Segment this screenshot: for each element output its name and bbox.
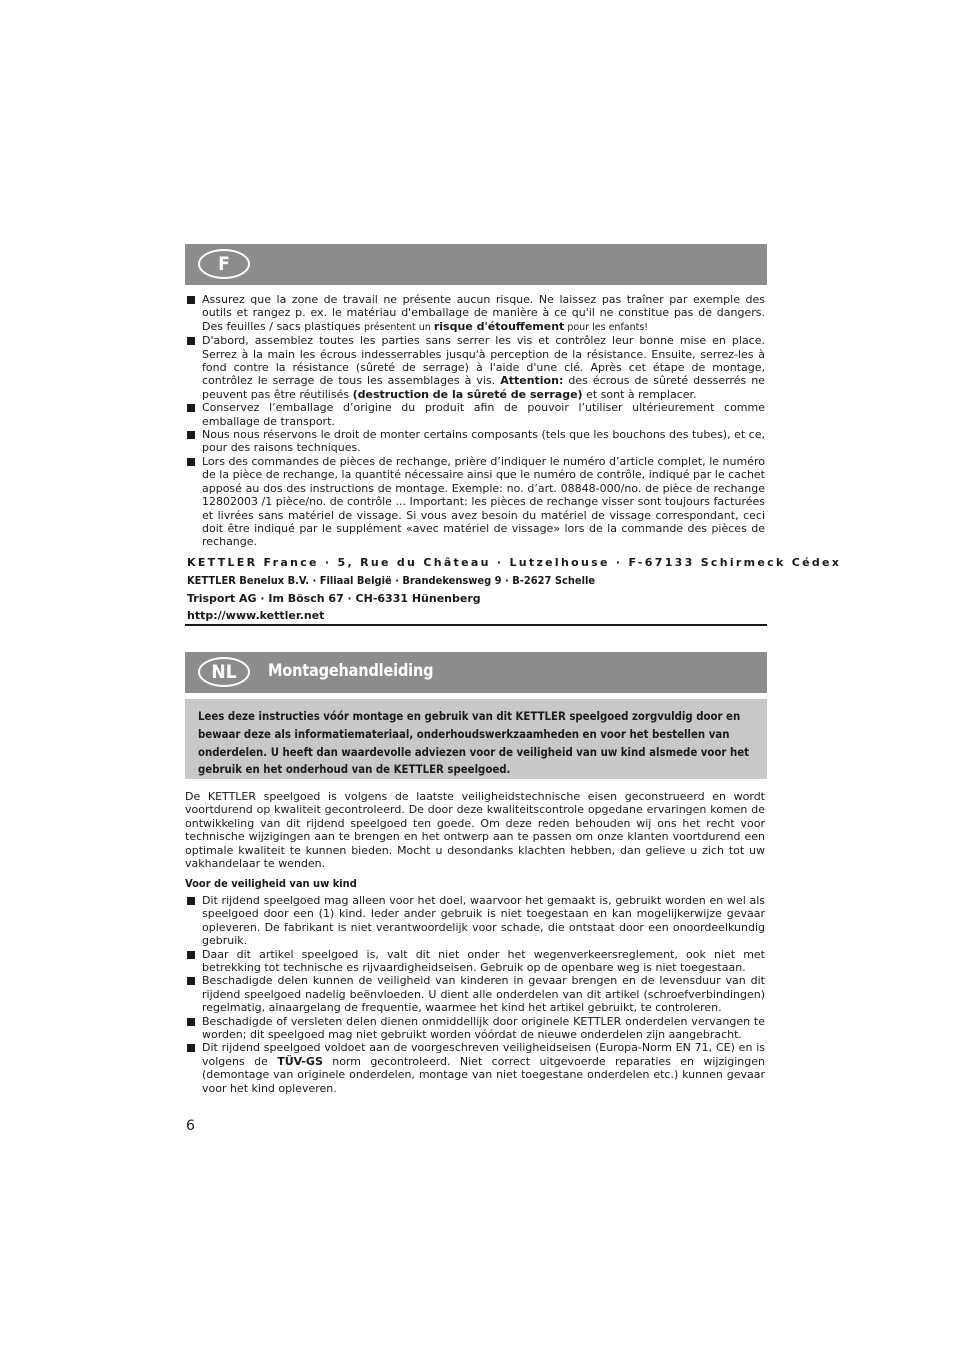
safety-heading: Voor de veiligheid van uw kind	[185, 877, 357, 890]
bullet-text: D'abord, assemblez toutes les parties sans serrer les vis et contrôlez leur bonne mise en place. Serrez à la main les écrous indesserrables jusqu'à perception de la résistance. Ensuite, serrez-les à fond contre la résistance (sûreté de serrage) à l'aide d'une clé. Après cet étape de montage, contrôlez le serrage de tous les assemblages à vis.	[202, 334, 765, 388]
list-item	[185, 894, 765, 948]
bullet-emphasis: Attention:	[500, 374, 564, 388]
safety-list-nl	[185, 894, 765, 1095]
language-badge-nl: NL	[198, 657, 250, 687]
bullet-emphasis: TÜV-GS	[277, 1054, 323, 1068]
bullet-text: norm gecontroleerd. Niet correct uitgevoerde reparaties en wijzigingen (demontage van originele onderdelen, montage van niet toegestane onderdelen etc.) kunnen gevaar voor het kind opleveren.	[202, 1054, 765, 1095]
list-item	[185, 401, 765, 428]
bullet-text: Daar dit artikel speelgoed is, valt dit niet onder het wegenverkeersreglement, ook niet met betrekking tot technische es rijvaardigheidseisen. Gebruik op de openbare weg is niet toegestaan.	[202, 947, 765, 975]
bullet-emphasis: (destruction de la sûreté de serrage)	[352, 387, 583, 401]
list-item	[185, 293, 765, 334]
address-france: KETTLER France · 5, Rue du Château · Lutzelhouse · F-67133 Schirmeck Cédex	[187, 556, 842, 569]
notice-text: Lees deze instructies vóór montage en gebruik van dit KETTLER speelgoed zorgvuldig door en bewaar deze als informatiemateriaal, onderhoudswerkzaamheden en voor het bestellen van onderdelen. U heeft dan waardevolle adviezen voor de veiligheid van uw kind alsmede voor het gebruik en het onderhoud van de KETTLER speelgoed.	[198, 710, 750, 777]
intro-paragraph: De KETTLER speelgoed is volgens de laatste veiligheidstechnische eisen geconstrueerd en wordt voortdurend op kwaliteit gecontroleerd. De door deze kwaliteitscontrole opgedane ervaringen komen de ontwikkeling van dit rijdend speelgoed ten goede. Om deze reden behouden wij ons het recht voor technische wijzigingen aan te brengen en het ontwerp aan te passen om onze klanten voortdurend een optimale kwaliteit te kunnen bieden. Mocht u desondanks klachten hebben, dan gelieve u zich tot uw vakhandelaar te wenden.	[185, 790, 765, 871]
list-item	[185, 334, 765, 401]
list-item	[185, 974, 765, 1014]
bullet-text: Lors des commandes de pièces de rechange, prière d’indiquer le numéro d’article complet, le numéro de la pièce de rechange, la quantité nécessaire ainsi que le numéro de contrôle, indiqué par le cachet apposé au dos des instructions de montage. Exemple: no. d’art. 08848-000/no. de pièce de rechange 12802003 /1 pièce/no. de contrôle ... Important: les pièces de rechange visser sont toujours facturées et livrées sans matériel de vissage. Si vous avez besoin du matériel de vissage correspondant, ceci doit être indiqué par le supplément «avec matériel de vissage» lors de la commande des pièces de rechange.	[202, 454, 765, 549]
list-item	[185, 1015, 765, 1042]
instructions-fr	[185, 293, 765, 549]
page-number: 6	[186, 1118, 195, 1134]
website-link[interactable]: http://www.kettler.net	[187, 609, 325, 622]
section-title: Montagehandleiding	[268, 661, 434, 680]
address-switzerland: Trisport AG · Im Bösch 67 · CH-6331 Hünenberg	[187, 592, 481, 605]
bullet-text: Beschadigde delen kunnen de veiligheid van kinderen in gevaar brengen en de levensduur van dit rijdend speelgoed nadelig beënvloeden. U dient alle onderdelen van dit artikel (schroefverbindingen) regelmatig, alnaargelang de frequentie, waarmee het kind het artikel gebruikt, te controleren.	[202, 974, 765, 1015]
section-header-nl	[185, 652, 767, 693]
bullet-text: des écrous de sûreté desserrés ne peuvent pas être réutilisés	[202, 374, 765, 401]
bullet-text: Dit rijdend speelgoed mag alleen voor het doel, waarvoor het gemaakt is, gebruikt worden en wel als speelgoed door een (1) kind. Ieder ander gebruik is niet toegestaan en kan mogelijkerwijze gevaar opleveren. De fabrikant is niet verantwoordelijk voor schade, die ontstaat door een onoordeelkundig gebruik.	[202, 894, 765, 948]
bullet-text: et sont à remplacer.	[582, 387, 697, 401]
language-badge-fr: F	[198, 249, 250, 279]
bullet-text: présentent un	[364, 321, 434, 333]
intro-nl	[185, 790, 765, 870]
bullet-text: Dit rijdend speelgoed voldoet aan de voorgeschreven veiligheidseisen (Europa-Norm EN 71, CE) en is volgens de	[202, 1041, 765, 1068]
divider	[185, 624, 767, 626]
notice-box	[185, 699, 767, 779]
bullet-text: Beschadigde of versleten delen dienen onmiddellijk door originele KETTLER onderdelen vervangen te worden; dit speelgoed mag niet gebruikt worden vóórdat de nieuwe onderdelen zijn aangebracht.	[202, 1014, 765, 1042]
bullet-text: Assurez que la zone de travail ne présente aucun risque. Ne laissez pas traîner par exemple des outils et rangez p. ex. le matériau d'emballage de manière à ce qu'il ne constitue pas de dangers. Des feuilles / sacs plastiques	[202, 293, 765, 333]
bullet-text: Nous nous réservons le droit de monter certains composants (tels que les bouchons des tubes), et ce, pour des raisons techniques.	[202, 428, 765, 455]
list-item	[185, 455, 765, 549]
list-item	[185, 428, 765, 455]
address-benelux: KETTLER Benelux B.V. · Filiaal België · Brandekensweg 9 · B-2627 Schelle	[187, 574, 596, 587]
bullet-text: Conservez l’emballage d’origine du produit afin de pouvoir l’utiliser ultérieurement comme emballage de transport.	[202, 401, 765, 428]
section-header-fr	[185, 244, 767, 285]
list-item	[185, 948, 765, 975]
bullet-emphasis: risque d'étouffement	[433, 319, 565, 333]
bullet-text: pour les enfants!	[564, 321, 649, 333]
list-item	[185, 1041, 765, 1095]
